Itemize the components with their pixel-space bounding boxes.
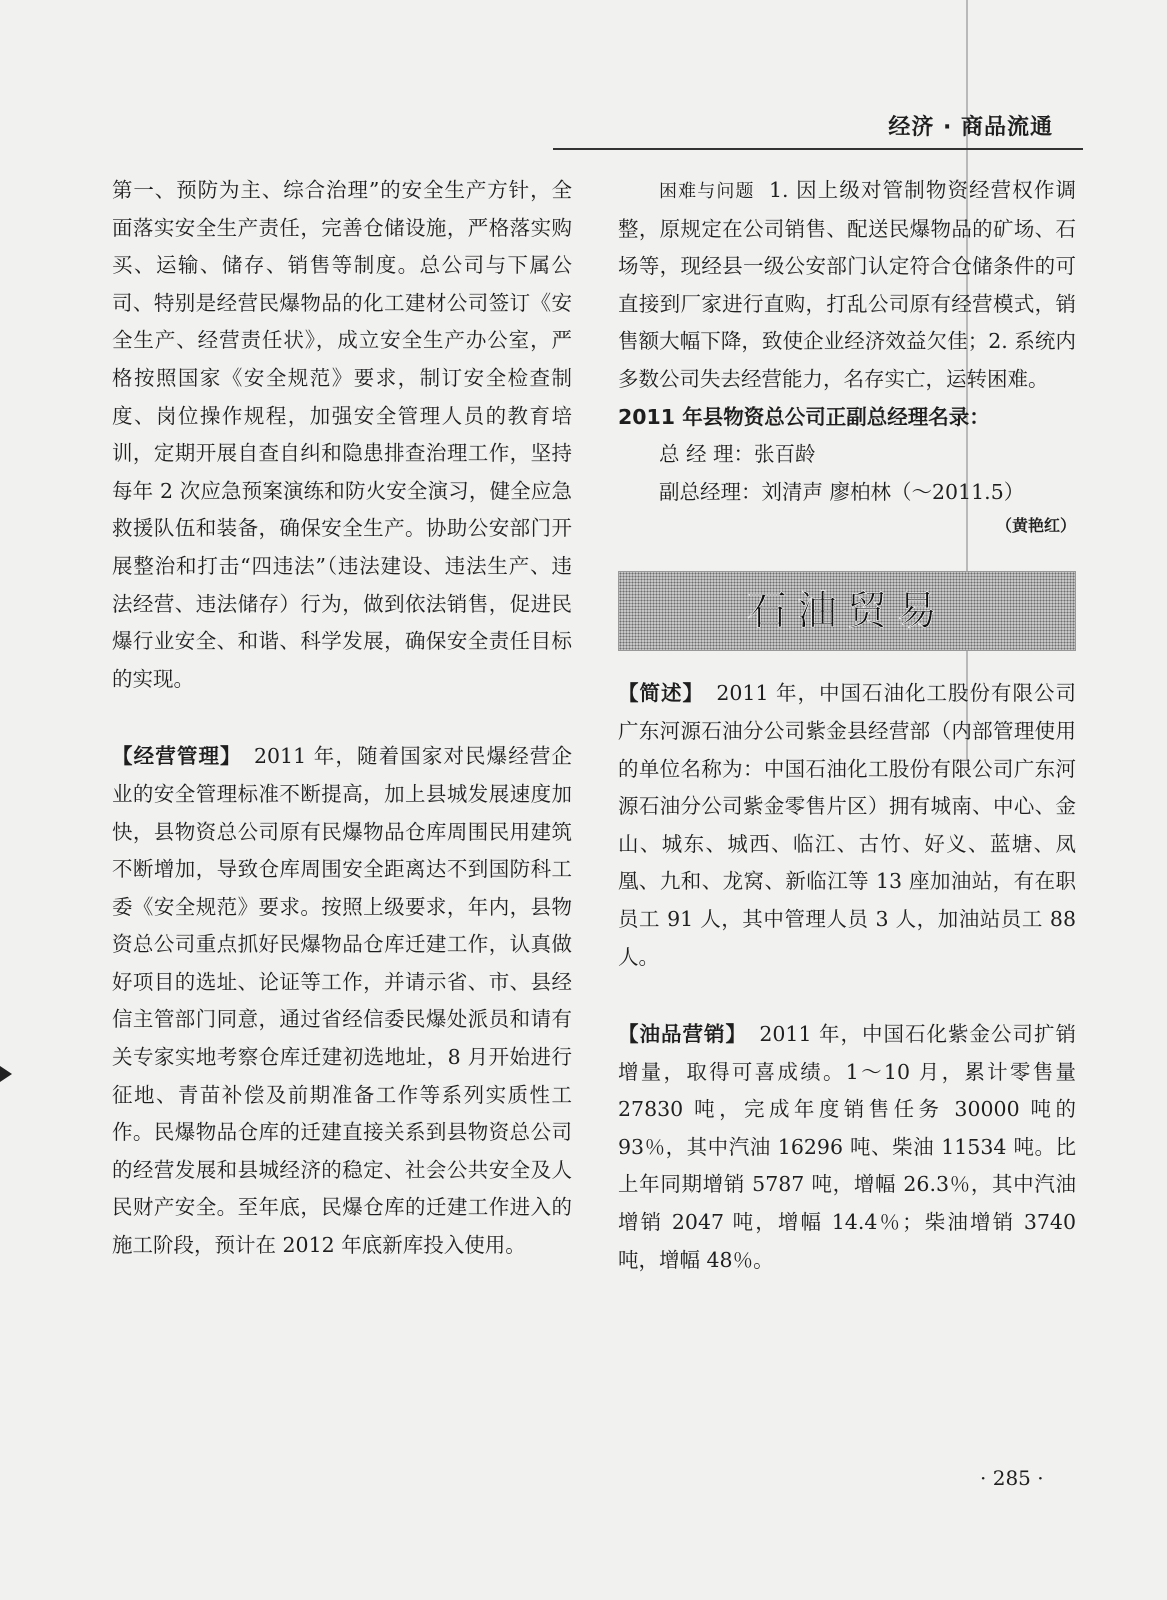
problems-paragraph — [618, 172, 1076, 399]
problems-label: 困难与问题 — [659, 181, 755, 202]
right-column — [618, 172, 1076, 1279]
intro-paragraph: 第一、预防为主、综合治理”的安全生产方针，全面落实安全生产责任，完善仓储设施，严格落实购买、运输、储存、销售等制度。总公司与下属公司、特别是经营民爆物品的化工建材公司签订《安全生产、经营责任状》，成立安全生产办公室，严格按照国家《安全规范》要求，制订安全检查制度、岗位操作规程，加强安全管理人员的教育培训，定期开展自查自纠和隐患排查治理工作，坚持每年 2 次应急预案演练和防火安全演习，健全应急救援队伍和装备，确保安全生产。协助公安部门开展整治和打击“四违法”（违法建设、违法生产、违法经营、违法储存）行为，做到依法销售，促进民爆行业安全、和谐、科学发展，确保安全责任目标的实现。 — [112, 178, 572, 691]
overview-text: 2011 年，中国石油化工股份有限公司广东河源石油分公司紫金县经营部（内部管理使用的单位名称为：中国石油化工股份有限公司广东河源石油分公司紫金零售片区）拥有城南、中心、金山、城东、城西、临江、古竹、好义、蓝塘、凤凰、九和、龙窝、新临江等 13 座加油站，有在职员工 91 人，其中管理人员 3 人，加油站员工 88 人。 — [618, 681, 1077, 969]
left-column — [112, 172, 572, 1265]
scan-edge-mark — [0, 1066, 12, 1082]
section-banner — [618, 571, 1076, 651]
overview-paragraph — [618, 675, 1076, 976]
section-header-text: 经济 · 商品流通 — [888, 115, 1053, 140]
management-paragraph — [112, 738, 572, 1264]
overview-tag: 【简述】 — [618, 681, 705, 706]
problems-text: 1. 因上级对管制物资经营权作调整，原规定在公司销售、配送民爆物品的矿场、石场等，现经县一级公安部门认定符合仓储条件的可直接到厂家进行直购，打乱公司原有经营模式，销售额大幅下降，致使企业经济效益欠佳；2. 系统内多数公司失去经营能力，名存实亡，运转困难。 — [618, 178, 1077, 391]
page-number: · 285 · — [980, 1466, 1044, 1490]
running-header — [553, 106, 1083, 150]
general-manager-line: 总 经 理：张百龄 — [659, 442, 816, 467]
sales-text: 2011 年，中国石化紫金公司扩销增量，取得可喜成绩。1～10 月，累计零售量 27830 吨，完成年度销售任务 30000 吨的 93％，其中汽油 16296 吨、柴油 11534 吨。比上年同期增销 5787 吨，增幅 26.3％，其中汽油增销 2047 吨，增幅 14.4％；柴油增销 3740 吨，增幅 48％。 — [618, 1022, 1077, 1272]
management-text: 2011 年，随着国家对民爆经营企业的安全管理标准不断提高，加上县城发展速度加快，县物资总公司原有民爆物品仓库周围民用建筑不断增加，导致仓库周围安全距离达不到国防科工委《安全规范》要求。按照上级要求，年内，县物资总公司重点抓好民爆物品仓库迁建工作，认真做好项目的选址、论证等工作，并请示省、市、县经信主管部门同意，通过省经信委民爆处派员和请有关专家实地考察仓库迁建初选地址，8 月开始进行征地、青苗补偿及前期准备工作等系列实质性工作。民爆物品仓库的迁建直接关系到县物资总公司的经营发展和县城经济的稳定、社会公共安全及人民财产安全。至年底，民爆仓库的迁建工作进入的施工阶段，预计在 2012 年底新库投入使用。 — [112, 744, 572, 1258]
managers-heading: 2011 年县物资总公司正副总经理名录： — [618, 404, 990, 429]
author-credit: （黄艳红） — [995, 516, 1076, 536]
sales-paragraph — [618, 1016, 1076, 1279]
section-title: 石油贸易 — [747, 587, 947, 634]
sales-tag: 【油品营销】 — [618, 1022, 748, 1047]
management-tag: 【经营管理】 — [112, 744, 242, 769]
deputy-manager-line: 副总经理：刘清声 廖柏林（～2011.5） — [659, 479, 1025, 504]
